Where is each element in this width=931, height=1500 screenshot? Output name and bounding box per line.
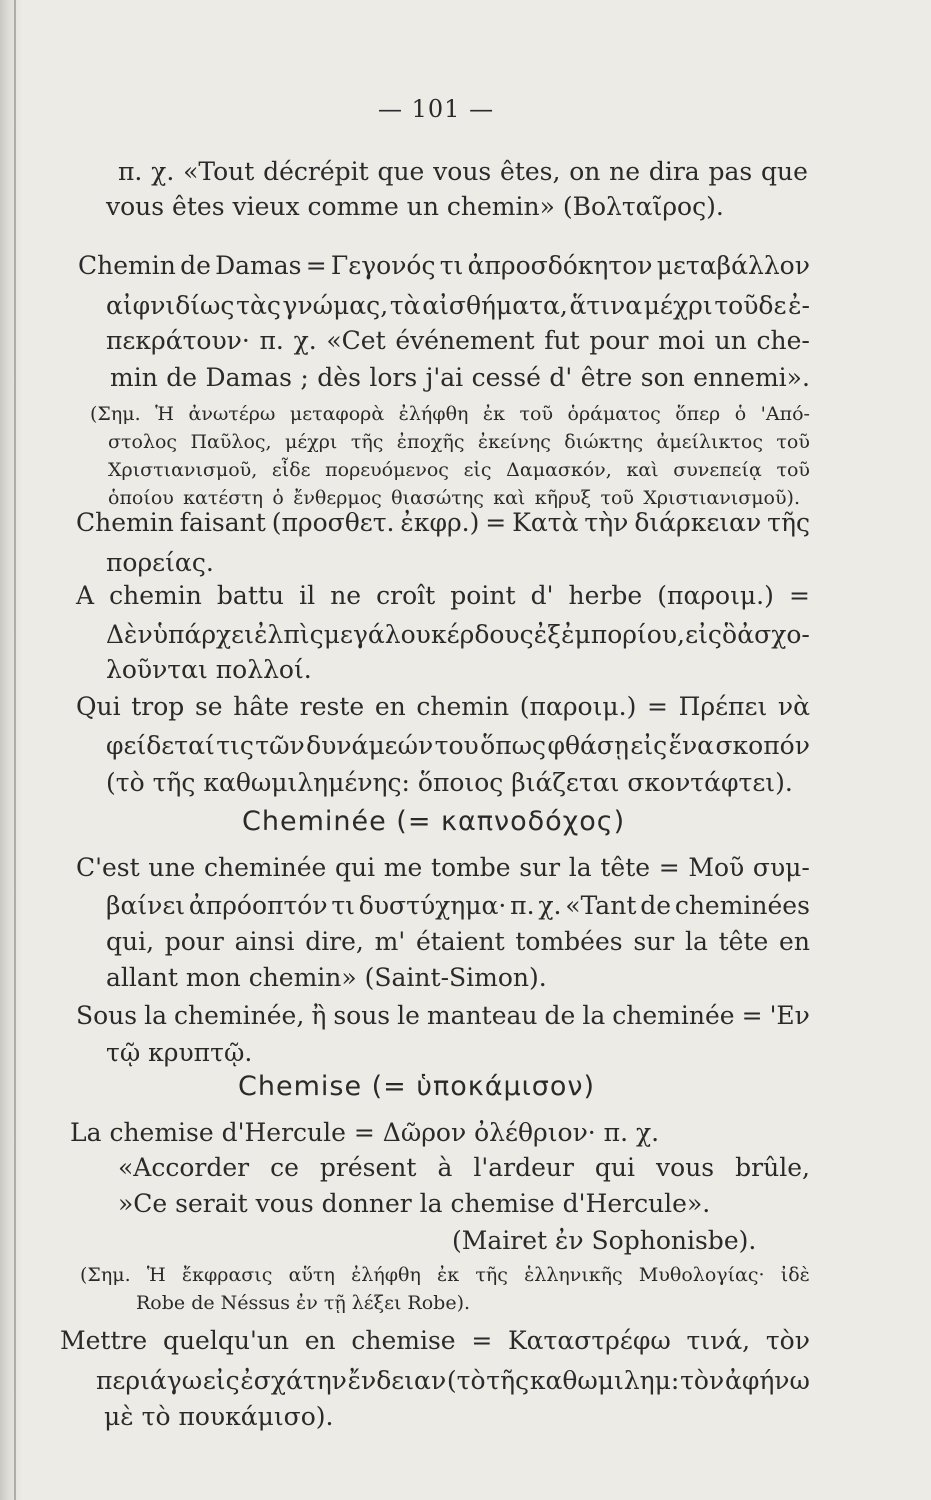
entry-heading: La chemise d'Hercule = Δῶρον ὀλέθριον· π. χ. [70, 1118, 660, 1147]
page-edge [0, 0, 22, 1500]
text-line: μὲ τὸ πουκάμισο). [104, 1402, 334, 1431]
note-line: Χριστιανισμοῦ, εἶδε πορευόμενος εἰς Δαμασκόν, καὶ συνεπείᾳ τοῦ [108, 459, 810, 481]
text-line: qui, pour ainsi dire, m' étaient tombées sur la tête en [106, 927, 810, 956]
note-line: (Σημ. Ἡ ἀνωτέρω μεταφορὰ ἐλήφθη ἐκ τοῦ ὁράματος ὅπερ ὁ 'Από- [90, 403, 810, 425]
text-line: τῷ κρυπτῷ. [106, 1038, 253, 1067]
entry-heading: C'est une cheminée qui me tombe sur la tête = Μοῦ συμ- [76, 853, 810, 882]
entry-heading: Sous la cheminée, ἢ sous le manteau de la cheminée = 'Εν [76, 1001, 810, 1030]
note-line: στολος Παῦλος, μέχρι τῆς ἐποχῆς ἐκείνης διώκτης ἀμείλικτος τοῦ [108, 431, 810, 453]
quote-line: «Accorder ce présent à l'ardeur qui vous brûle, [118, 1153, 810, 1182]
page-binding-edge [14, 0, 16, 1500]
note-line: ὁποίου κατέστη ὁ ἔνθερμος θιασώτης καὶ κῆρυξ τοῦ Χριστιανισμοῦ). [108, 487, 800, 509]
text-line: φείδεταί τις τῶν δυνάμεών του ὅπως φθάσῃ εἰς ἕνα σκοπόν [106, 731, 810, 760]
quote-line: »Ce serait vous donner la chemise d'Hercule». [118, 1189, 711, 1218]
text-line: πορείας. [106, 548, 214, 577]
text-line: π. χ. «Tout décrépit que vous êtes, on ne dira pas que [118, 157, 808, 186]
quote-source: (Mairet ἐν Sophonisbe). [452, 1226, 757, 1255]
page-number: — 101 — [378, 95, 495, 123]
entry-heading: Qui trop se hâte reste en chemin (παροιμ.) = Πρέπει νὰ [76, 692, 810, 721]
text-line: λοῦνται πολλοί. [106, 655, 312, 684]
entry-heading: Chemin de Damas = Γεγονός τι ἀπροσδόκητον μεταβάλλον [78, 251, 810, 280]
text-line: βαίνει ἀπρόοπτόν τι δυστύχημα· π. χ. «Tant de cheminées [106, 891, 810, 920]
text-line: (τὸ τῆς καθωμιλημένης: ὅποιος βιάζεται σκοντάφτει). [106, 768, 793, 797]
entry-heading: Chemin faisant (προσθετ. ἐκφρ.) = Κατὰ τὴν διάρκειαν τῆς [76, 508, 810, 537]
entry-heading: Mettre quelqu'un en chemise = Καταστρέφω τινά, τὸν [60, 1326, 810, 1355]
text-line: Δὲν ὑπάρχει ἐλπὶς μεγάλου κέρδους ἐξ ἐμπορίου, εἰς ὃ ἀσχο- [106, 620, 810, 649]
text-line: αἰφνιδίως τὰς γνώμας, τὰ αἰσθήματα, ἅτινα μέχρι τοῦδε ἐ- [106, 291, 810, 320]
text-line: πεκράτουν· π. χ. «Cet événement fut pour moi un che- [106, 326, 810, 355]
section-heading: Chemise (= ὑποκάμισον) [238, 1071, 596, 1102]
note-line: Robe de Néssus ἐν τῇ λέξει Robe). [136, 1292, 471, 1314]
entry-heading: A chemin battu il ne croît point d' herbe (παροιμ.) = [76, 581, 810, 610]
note-line: (Σημ. Ἡ ἔκφρασις αὕτη ἐλήφθη ἐκ τῆς ἑλληνικῆς Μυθολογίας· ἰδὲ [80, 1264, 810, 1286]
text-line: vous êtes vieux comme un chemin» (Βολταῖρος). [106, 192, 724, 221]
text-line: allant mon chemin» (Saint-Simon). [106, 963, 547, 992]
text-line: min de Damas ; dès lors j'ai cessé d' être son ennemi». [110, 363, 810, 392]
section-heading: Cheminée (= καπνοδόχος) [242, 806, 626, 837]
text-line: περιάγω εἰς ἐσχάτην ἔνδειαν (τὸ τῆς καθωμιλημ: τὸν ἀφήνω [96, 1366, 810, 1395]
